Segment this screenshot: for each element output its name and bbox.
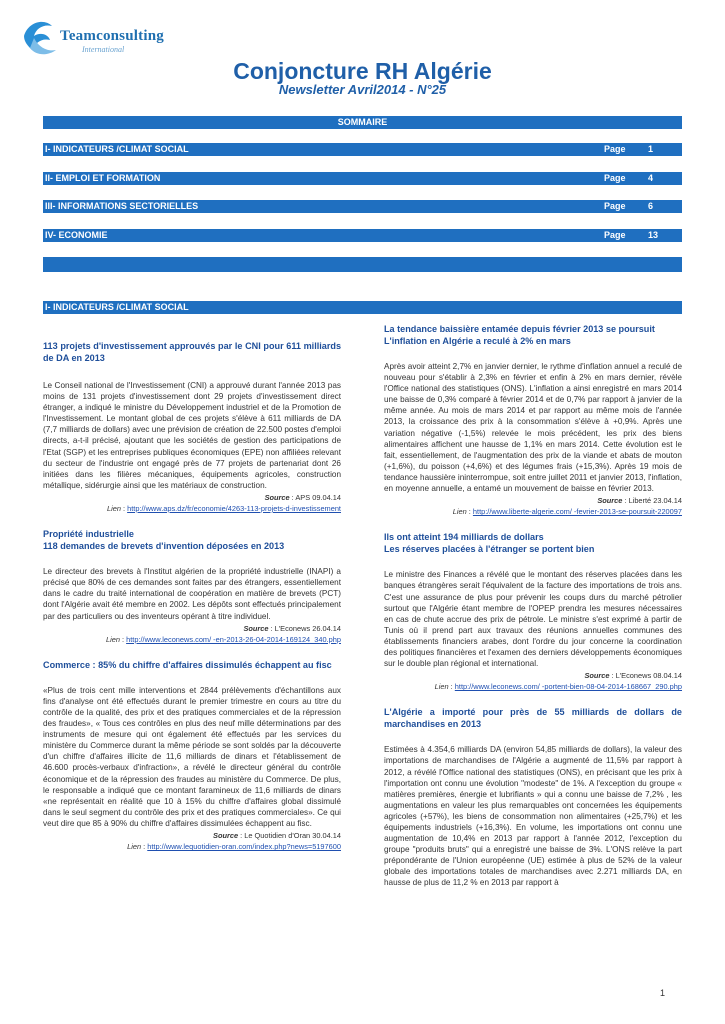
summary-page-number: 4 [648,173,654,183]
article-source [384,495,682,506]
page-subtitle: Newsletter Avril2014 - N°25 [278,82,447,97]
summary-item-2[interactable] [43,172,682,185]
article-source [43,830,341,841]
summary-page-word: Page [604,201,626,211]
link-label: Lien [105,634,120,644]
link-label: Lien [106,504,121,514]
article-link[interactable]: http://www.liberte-algerie.com/ -fevrier-2013-se-poursuit-220097 [472,507,682,517]
source-label: Source [243,623,269,633]
article-title: L'Algérie a importé pour près de 55 milliards de dollars de marchandises en 2013 [384,707,682,730]
source-label: Source [584,671,610,681]
article-body: Le Conseil national de l'Investissement (CNI) a approuvé durant l'année 2013 pas moins de 131 projets d'investissement dont 29 projets d'investissement direct étranger, a indiqué le ministre du Développement industriel et de la Promotion de l'Investissement. Le montant global de ces projets s'élève à 611 milliards de DA (7,7 milliards de dollars) avec une prévision de création de 22.500 postes d'emploi directs, a-t-il précisé, ajoutant que les sociétés de gestion des participations de l'Etat (SGP) et les entreprises publiques économiques (EPE) non affiliées relevant du secteur de l'industrie ont engagé près de 77 projets de partenariat dont 26 initiées dans les filières mécaniques, équipements agricoles, construction métallique, sidérurgie ainsi que les matériaux de construction. [43,381,341,490]
left-column [43,340,341,852]
summary-item-3[interactable] [43,200,682,213]
article-link[interactable]: http://www.lequotidien-oran.com/index.php?news=5197600 [147,842,341,852]
article-title: Commerce : 85% du chiffre d'affaires dissimulés échappent au fisc [43,659,332,670]
link-label: Lien [434,682,449,692]
article-body: Le ministre des Finances a révélé que le montant des réserves placées dans les banques étrangères serait l'équivalent de la facture des importations de trois ans. C'est une assurance de plus pour prévenir les coups durs du marché pétrolier surtout que l'Algérie étant membre de l'OPEP prendra les mesures nécessaires en cas de chute accrue des prix de pétrole. Le ministre s'est exprimé à partir de Tunis où il prend part aux travaux des réunions annuelles communes des établissements financiers arabes, dont l'ordre du jour concerne la coordination des politiques financières et l'examen des derniers développements économiques sur le double plan régional et international. [384,570,682,669]
article-title: 113 projets d'investissement approuvés par le CNI pour 611 milliards de DA en 2013 [43,341,341,363]
article-link-line: Lien : http://www.leconews.com/ -en-2013-26-04-2014-169124_340.php [105,634,341,644]
page-number: 1 [660,988,666,998]
article-link[interactable]: http://www.leconews.com/ -en-2013-26-04-2014-169124_340.php [126,634,341,644]
bird-logo-icon [18,16,66,64]
summary-page-number: 1 [648,144,654,154]
summary-page-word: Page [604,230,626,240]
source-text: : APS 09.04.14 [289,492,341,502]
summary-item-label: IV- ECONOMIE [45,230,108,240]
article-title: La tendance baissière entamée depuis février 2013 se poursuit L'inflation en Algérie a reculé à 2% en mars [384,324,655,346]
page-title: Conjoncture RH Algérie [233,58,492,84]
article-link[interactable]: http://www.aps.dz/fr/economie/4263-113-projets-d-investissement [127,504,341,514]
article-title: Ils ont atteint 194 milliards de dollars Les réserves placées à l'étranger se portent bien [384,532,595,555]
article-source [43,492,341,503]
link-label: Lien [452,507,467,517]
article-cni-investment [43,340,341,514]
article-link-line: Lien : http://www.leconews.com/ -portent-bien-08-04-2014-168667_290.php [434,682,682,692]
summary-item-label: II- EMPLOI ET FORMATION [45,173,161,183]
article-body: Le directeur des brevets à l'Institut algérien de la propriété industrielle (INAPI) a précisé que 80% de ces demandes sont faites par des étrangers, essentiellement dans le cadre du traité international de coopération en matière de brevets (PCT) dont l'Algérie avait été membre en 2002. Les dépôts sont effectués principalement par des particuliers ou des inventeurs opérant à titre individuel. [43,567,341,621]
brand-subtitle: International [82,45,125,54]
summary-header-bar [43,116,682,129]
article-patents [43,528,341,645]
link-label: Lien [127,842,142,852]
summary-page-word: Page [604,144,626,154]
article-link[interactable]: http://www.leconews.com/ -portent-bien-08-04-2014-168667_290.php [454,682,682,692]
article-body: Après avoir atteint 2,7% en janvier dernier, le rythme d'inflation annuel a reculé de nouveau pour s'établir à 2,3% en février et enfin à 2% en mars dernier, révèle l'Office national des statistiques (ONS). L'inflation a ainsi enregistré en mars 2014 une baisse de 0,3% comparé à février 2014 et de 0,7% par rapport à janvier de la même année. Au mois de mars 2014 et par rapport au même mois de l'année 2013, la croissance des prix à la consommation s'élève à +0,9%. Après une variation négative (-1,5%) relevée le mois précédent, les prix des biens alimentaires affichent une hausse de 1,1% en mars 2014. Cette évolution est le fait, essentiellement, de l'augmentation des prix de la viande et abats de mouton (+1,6%), du poisson (+4,6%) et des légumes frais (+15,3%). Après 19 mois de tendance haussière ininterrompue, soit entre juillet 2011 et janvier 2013, l'inflation, en moyenne annuelle, a entamé un mouvement de baisse en février 2013. [384,362,682,494]
article-inflation [384,323,682,517]
summary-item-label: I- INDICATEURS /CLIMAT SOCIAL [45,144,189,154]
summary-item-label: III- INFORMATIONS SECTORIELLES [45,201,199,211]
source-text: : Liberté 23.04.14 [622,496,682,506]
right-column [384,323,682,889]
brand-name: Teamconsulting [60,28,164,44]
summary-page-number: 6 [648,201,654,211]
article-commerce [43,659,341,852]
article-link-line: Lien : http://www.aps.dz/fr/economie/4263-113-projets-d-investissement [106,504,341,514]
article-link-line: Lien : http://www.lequotidien-oran.com/index.php?news=5197600 [127,842,341,852]
source-text: : L'Econews 26.04.14 [268,623,341,633]
source-label: Source [213,831,239,840]
summary-footer-bar [43,257,682,272]
summary-page-word: Page [604,173,626,183]
source-text: : L'Econews 08.04.14 [609,671,682,681]
article-source [43,623,341,634]
section-heading-bar [43,301,682,314]
summary-item-4[interactable] [43,229,682,242]
section-heading: I- INDICATEURS /CLIMAT SOCIAL [45,302,189,312]
summary-item-1[interactable] [43,143,682,156]
article-body: «Plus de trois cent mille interventions et 2844 prélèvements d'échantillons aux fins d'analyse ont été effectués durant le premier trimestre en cours au titre du contrôle de la qualité, des prix et des pratiques commerciales et de la répression des fraudes», « Tous ces contrôles en plus des neuf mille déterminations par des instruments de mesure qui ont également été effectués par les services du ministère du Commerce durant la même période se sont soldés par la découverte d'un chiffre d'affaires illicite de 11,6 milliards de dinars et l'établissement de 46.600 procès-verbaux d'infraction», a révélé le directeur général du contrôle économique et de la répression des fraudes au ministère du Commerce. De plus, le responsable a indiqué que ce montant faramineux de 11,6 milliards de dinars «ne représentait en réalité que 10 à 15% du chiffre d'affaires global dissimulé dans le seul segment du contrôle des prix et des pratiques commerciales». Ce qui veut dire que 85 à 90% du chiffre d'affaires dissimulées échappent au fisc. [43,685,341,828]
article-body: Estimées à 4.354,6 milliards DA (environ 54,85 milliards de dollars), la valeur des importations de marchandises de l'Algérie a augmenté de 11,5% par rapport à 2012, a révélé l'Office national des statistiques (ONS), en précisant que les prix à l'importation ont connu une évolution "modeste" de 1%. A l'exception du groupe « matières premières, énergie et lubrifiants » qui a connu une baisse de 7,2% , les augmentations en valeur les plus remarquables ont concernées les équipements agricoles (+57%), les biens de consommation non alimentaires (+25,7%) et les équipements industriels (+16,3%). En volume, les importations ont connu une augmentation de 10,4% en 2013 par rapport à l'année 2012, l'exception du groupe "produits bruts" qui a enregistré une baisse de 3%. L'ONS relève la part prépondérante de l'Union européenne (UE) estimée à plus de 52% de la valeur globale des importations totales de marchandises avec 2.271 milliards DA, en hausse de plus de 11,2 % en 2013 par rapport à [384,745,682,888]
article-source [384,670,682,681]
source-text: : Le Quotidien d'Oran 30.04.14 [238,831,341,840]
article-reserves [384,531,682,692]
summary-page-number: 13 [648,230,659,240]
source-label: Source [264,492,290,502]
article-title: Propriété industrielle 118 demandes de brevets d'invention déposées en 2013 [43,529,285,552]
article-imports [384,706,682,888]
article-link-line: Lien : http://www.liberte-algerie.com/ -fevrier-2013-se-poursuit-220097 [452,507,682,517]
source-label: Source [597,496,623,506]
summary-heading: SOMMAIRE [337,117,388,127]
